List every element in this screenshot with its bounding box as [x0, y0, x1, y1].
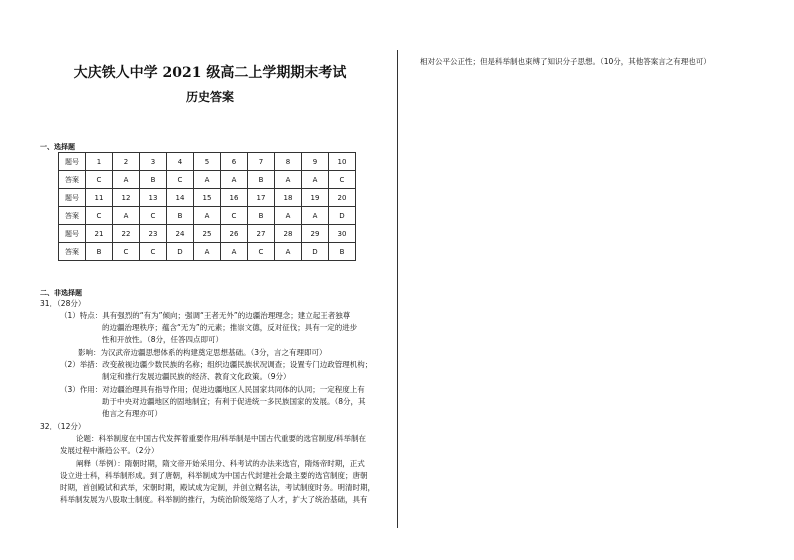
answer-table-cell: A — [194, 171, 221, 189]
answer-table-cell: C — [221, 207, 248, 225]
answer-table-cell: B — [86, 243, 113, 261]
section-heading-choice: 一、选择题 — [40, 143, 75, 151]
q31-part1-line: 影响：为汉武帝边疆思想体系的构建奠定思想基础。（3分，言之有理即可） — [78, 348, 327, 357]
q32-heading: 32．（12分） — [40, 422, 86, 431]
column-divider — [397, 50, 398, 528]
q31-part2-line: 制定和推行发展边疆民族的经济、教育文化政策。（9分） — [102, 372, 291, 381]
answer-table-cell: 25 — [194, 225, 221, 243]
answer-table-cell: 7 — [248, 153, 275, 171]
q32-line: 时期，首创殿试和武举，宋朝时期，殿试成为定制，并创立糊名法，考试制度时务。明清时期， — [60, 483, 375, 492]
answer-table-cell: C — [140, 207, 167, 225]
section-heading-essay: 二、非选择题 — [40, 289, 82, 297]
answer-table-cell: 21 — [86, 225, 113, 243]
answer-table-row — [59, 153, 356, 171]
answer-table-cell: 24 — [167, 225, 194, 243]
q32-line: 设立进士科，科举制形成。到了唐朝，科举制成为中国古代封建社会最主要的选官制度；唐朝 — [60, 471, 368, 480]
answer-table-cell: 6 — [221, 153, 248, 171]
right-column-text: 相对公平公正性；但是科举制也束缚了知识分子思想。（10分，其他答案言之有理也可） — [420, 57, 711, 66]
answer-table-cell: 10 — [329, 153, 356, 171]
answer-table-cell: D — [167, 243, 194, 261]
answer-table-cell: C — [113, 243, 140, 261]
answer-table-cell: C — [248, 243, 275, 261]
answer-table-cell: 18 — [275, 189, 302, 207]
answer-table-row — [59, 189, 356, 207]
answer-table-row-label: 题号 — [59, 189, 86, 207]
answer-table-cell: B — [140, 171, 167, 189]
answer-table-cell: 22 — [113, 225, 140, 243]
answer-table-cell: A — [275, 243, 302, 261]
answer-table-cell: 30 — [329, 225, 356, 243]
answer-table-cell: 2 — [113, 153, 140, 171]
answer-table-cell: A — [302, 207, 329, 225]
answer-table-cell: C — [167, 171, 194, 189]
answer-table-cell: A — [221, 243, 248, 261]
q32-line: 发展过程中渐趋公平。（2分） — [60, 446, 159, 455]
answer-table — [58, 152, 356, 261]
answer-table-cell: A — [194, 207, 221, 225]
answer-table-cell: 1 — [86, 153, 113, 171]
answer-table-cell: 11 — [86, 189, 113, 207]
answer-table-row — [59, 171, 356, 189]
q31-part1-line: （1）特点：具有强烈的“有为”倾向；强调“王者无外”的边疆治理理念；建立起王者独尊 — [60, 311, 351, 320]
answer-table-row-label: 题号 — [59, 225, 86, 243]
answer-table-cell: 27 — [248, 225, 275, 243]
answer-table-cell: 13 — [140, 189, 167, 207]
answer-table-cell: 14 — [167, 189, 194, 207]
answer-table-cell: A — [221, 171, 248, 189]
answer-table-cell: 23 — [140, 225, 167, 243]
answer-table-row-label: 答案 — [59, 243, 86, 261]
answer-table-cell: 29 — [302, 225, 329, 243]
answer-table-cell: B — [248, 207, 275, 225]
answer-table-cell: 12 — [113, 189, 140, 207]
answer-table-cell: B — [167, 207, 194, 225]
q31-heading: 31．（28分） — [40, 299, 86, 308]
answer-table-cell: B — [248, 171, 275, 189]
answer-table-cell: 17 — [248, 189, 275, 207]
q31-part3-line: 助于中央对边疆地区的固地制宜；有利于促进统一多民族国家的发展。（8分，其 — [102, 397, 366, 406]
answer-table-cell: 3 — [140, 153, 167, 171]
q32-line: 阐释（举例）：隋朝时期，隋文帝开始采用分、科考试的办法来选官，隋炀帝时期，正式 — [76, 459, 365, 468]
answer-table-cell: 20 — [329, 189, 356, 207]
answer-table-row-label: 题号 — [59, 153, 86, 171]
answer-table-cell: A — [113, 207, 140, 225]
answer-table-cell: 5 — [194, 153, 221, 171]
answer-table-row — [59, 225, 356, 243]
answer-table-cell: A — [194, 243, 221, 261]
q32-line: 论题：科举制度在中国古代发挥着重要作用/科举制是中国古代重要的选官制度/科举制在 — [76, 434, 367, 443]
q31-part2-line: （2）举措：改变赦视边疆少数民族的名称；组织边疆民族状况调查；设置专门边政管理机构； — [60, 360, 373, 369]
answer-table-cell: 4 — [167, 153, 194, 171]
page-subtitle: 历史答案 — [185, 90, 234, 104]
page-title: 大庆铁人中学 2021 级高二上学期期末考试 — [73, 65, 347, 81]
answer-table-cell: 8 — [275, 153, 302, 171]
answer-table-cell: A — [275, 207, 302, 225]
answer-table-cell: D — [329, 207, 356, 225]
answer-table-cell: A — [275, 171, 302, 189]
answer-table-cell: A — [302, 171, 329, 189]
answer-table-row — [59, 207, 356, 225]
answer-table-cell: D — [302, 243, 329, 261]
answer-table-cell: C — [86, 207, 113, 225]
answer-table-cell: 9 — [302, 153, 329, 171]
q32-line: 科举制发展为八股取士制度。科举制的推行，为统治阶级笼络了人才，扩大了统治基础，具有 — [60, 495, 368, 504]
q31-part1-line: 的边疆治理秩序；蕴含“无为”的元素；推崇文德，反对征伐；具有一定的进步 — [102, 323, 358, 332]
q31-part3-line: 他言之有理亦可） — [102, 409, 162, 418]
answer-table-cell: C — [86, 171, 113, 189]
answer-table-cell: 26 — [221, 225, 248, 243]
answer-table-cell: 28 — [275, 225, 302, 243]
answer-table-cell: 15 — [194, 189, 221, 207]
answer-table-cell: 16 — [221, 189, 248, 207]
answer-table-cell: B — [329, 243, 356, 261]
answer-table-row — [59, 243, 356, 261]
q31-part1-line: 性和开放性。（8分，任答四点即可） — [102, 335, 224, 344]
answer-table-row-label: 答案 — [59, 207, 86, 225]
answer-table-cell: A — [113, 171, 140, 189]
answer-table-cell: C — [140, 243, 167, 261]
q31-part3-line: （3）作用：对边疆治理具有指导作用；促进边疆地区人民国家共同体的认同；一定程度上有 — [60, 385, 365, 394]
answer-table-row-label: 答案 — [59, 171, 86, 189]
answer-table-cell: 19 — [302, 189, 329, 207]
answer-table-cell: C — [329, 171, 356, 189]
